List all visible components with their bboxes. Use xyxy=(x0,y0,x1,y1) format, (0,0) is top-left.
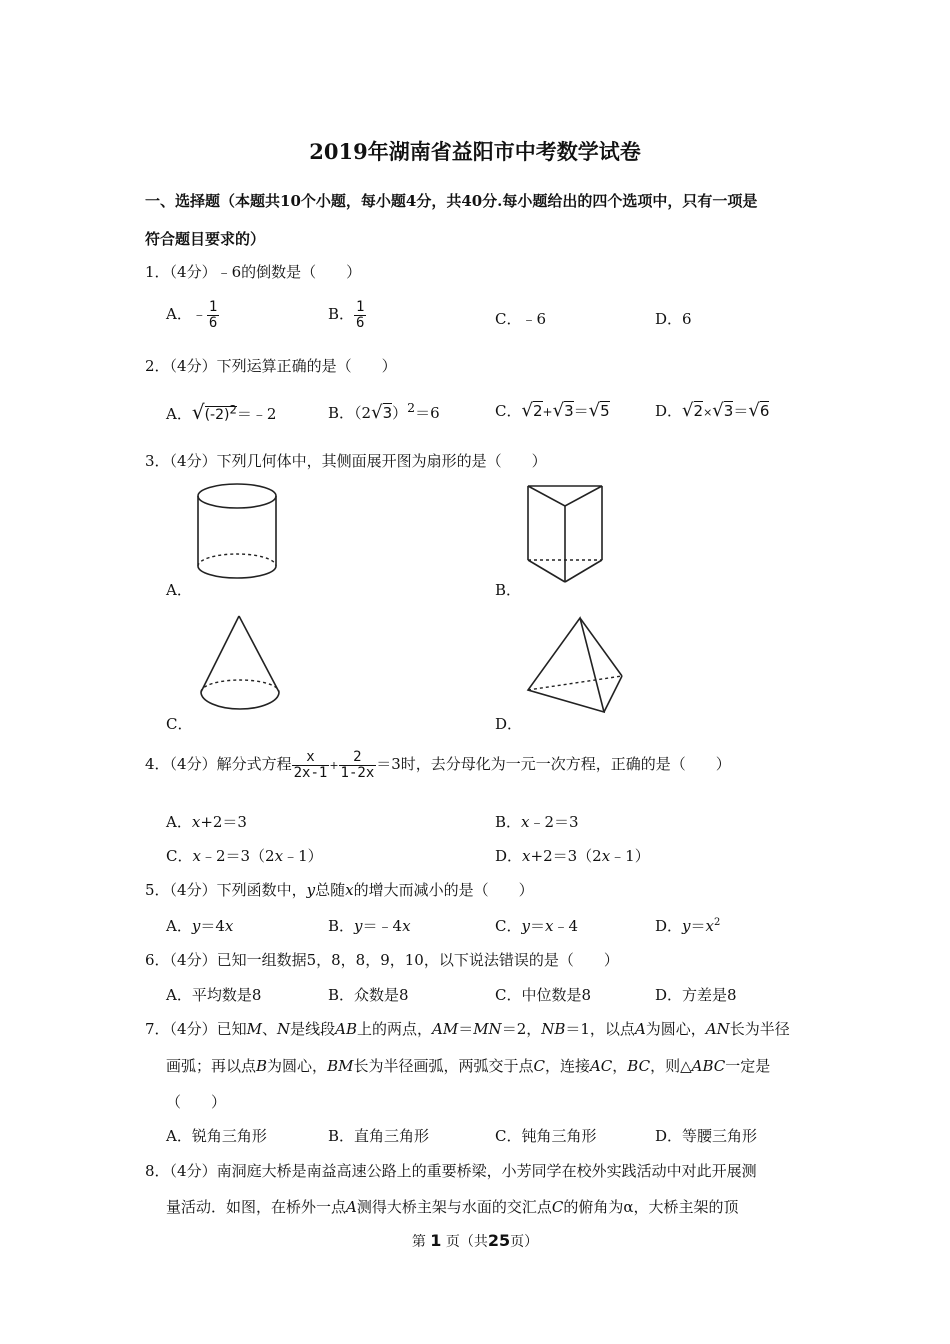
cone-icon xyxy=(195,612,287,717)
q1-option-d: D．6 xyxy=(655,310,692,328)
q2-option-c: C．√2+√3＝√5 xyxy=(495,400,610,421)
q3-stem: 3．（4分）下列几何体中，其侧面展开图为扇形的是（ ） xyxy=(145,452,547,470)
q3-option-a: A． xyxy=(166,581,192,599)
q3-option-d: D． xyxy=(495,715,523,733)
q5-option-b: B．y＝﹣4x xyxy=(328,917,411,935)
q6-option-c: C．中位数是8 xyxy=(495,986,592,1004)
q1-option-a: A．﹣ $\frac{1}{6}$ xyxy=(166,299,218,331)
q1-stem: 1．（4分）﹣6的倒数是（ ） xyxy=(145,263,362,281)
q4-option-d: D．x+2＝3（2x﹣1） xyxy=(495,847,650,865)
current-page-number: 1 xyxy=(430,1231,442,1250)
q4-option-a: A．x+2＝3 xyxy=(166,813,247,831)
q4-stem: 4．（4分）解分式方程 $\frac{x}{2x-1}$ + $\frac{2}{1-2x}$ ＝3时，去分母化为一元一次方程，正确的是（ ） xyxy=(145,749,731,781)
q2-option-b: B．$(2√3)^2=6$ xyxy=(328,400,440,423)
q7-option-a: A．锐角三角形 xyxy=(166,1127,267,1145)
q6-stem: 6．（4分）已知一组数据5，8，8，9，10，以下说法错误的是（ ） xyxy=(145,951,619,969)
q7-option-c: C．钝角三角形 xyxy=(495,1127,597,1145)
q4-fraction-2: $\frac{2}{1-2x}$ xyxy=(340,749,375,781)
q6-option-b: B．众数是8 xyxy=(328,986,409,1004)
q7-line1: 7．（4分）已知M、N是线段AB上的两点，AM＝MN＝2，NB＝1，以点A为圆心，AN长为半径 xyxy=(145,1020,790,1038)
q3-option-b: B． xyxy=(495,581,522,599)
q5-stem: 5．（4分）下列函数中，y总随x的增大而减小的是（ ） xyxy=(145,881,534,899)
triangular-prism-icon xyxy=(520,478,610,590)
q7-line2: 画弧；再以点B为圆心，BM长为半径画弧，两弧交于点C，连接AC，BC，则△ABC一定是 xyxy=(166,1057,771,1075)
page-footer: 第 1 页（共25页） xyxy=(411,1231,539,1250)
q1-option-c: C．﹣6 xyxy=(495,310,547,328)
q1-b-fraction: $\frac{1}{6}$ xyxy=(356,299,365,331)
q5-option-a: A．y＝4x xyxy=(166,917,234,935)
q5-option-c: C．y＝x﹣4 xyxy=(495,917,578,935)
q7-option-d: D．等腰三角形 xyxy=(655,1127,758,1145)
total-pages: 25 xyxy=(487,1231,511,1250)
q4-fraction-1: $\frac{x}{2x-1}$ xyxy=(293,749,328,781)
q6-option-a: A．平均数是8 xyxy=(166,986,262,1004)
q4-option-b: B．x﹣2＝3 xyxy=(495,813,579,831)
q4-option-c: C．x﹣2＝3（2x﹣1） xyxy=(166,847,323,865)
tetrahedron-icon xyxy=(522,614,630,719)
q1-option-b: B． $\frac{1}{6}$ xyxy=(328,299,365,331)
q8-line1: 8．（4分）南洞庭大桥是南益高速公路上的重要桥梁，小芳同学在校外实践活动中对此开展测 xyxy=(145,1162,757,1180)
q2-option-d: D．√2×√3＝√6 xyxy=(655,400,770,421)
q3-option-c: C． xyxy=(166,715,193,733)
q6-option-d: D．方差是8 xyxy=(655,986,737,1004)
cylinder-icon xyxy=(190,480,285,585)
q8-line2: 量活动．如图，在桥外一点A测得大桥主架与水面的交汇点C的俯角为α，大桥主架的顶 xyxy=(166,1198,739,1216)
section-header-line1: 一、选择题（本题共10个小题，每小题4分，共40分.每小题给出的四个选项中，只有一项是 xyxy=(145,192,758,210)
q1-a-fraction: $\frac{1}{6}$ xyxy=(208,299,218,331)
q7-line3: （ ） xyxy=(166,1093,227,1111)
q2-option-a: A．$√(-2)^2=﹣2$ xyxy=(166,400,277,424)
q5-option-d: D．$y=x^2$ xyxy=(655,917,721,935)
page-title: 2019年湖南省益阳市中考数学试卷 xyxy=(309,139,641,164)
section-header-line2: 符合题目要求的） xyxy=(145,230,266,248)
q7-option-b: B．直角三角形 xyxy=(328,1127,430,1145)
q2-stem: 2．（4分）下列运算正确的是（ ） xyxy=(145,357,397,375)
